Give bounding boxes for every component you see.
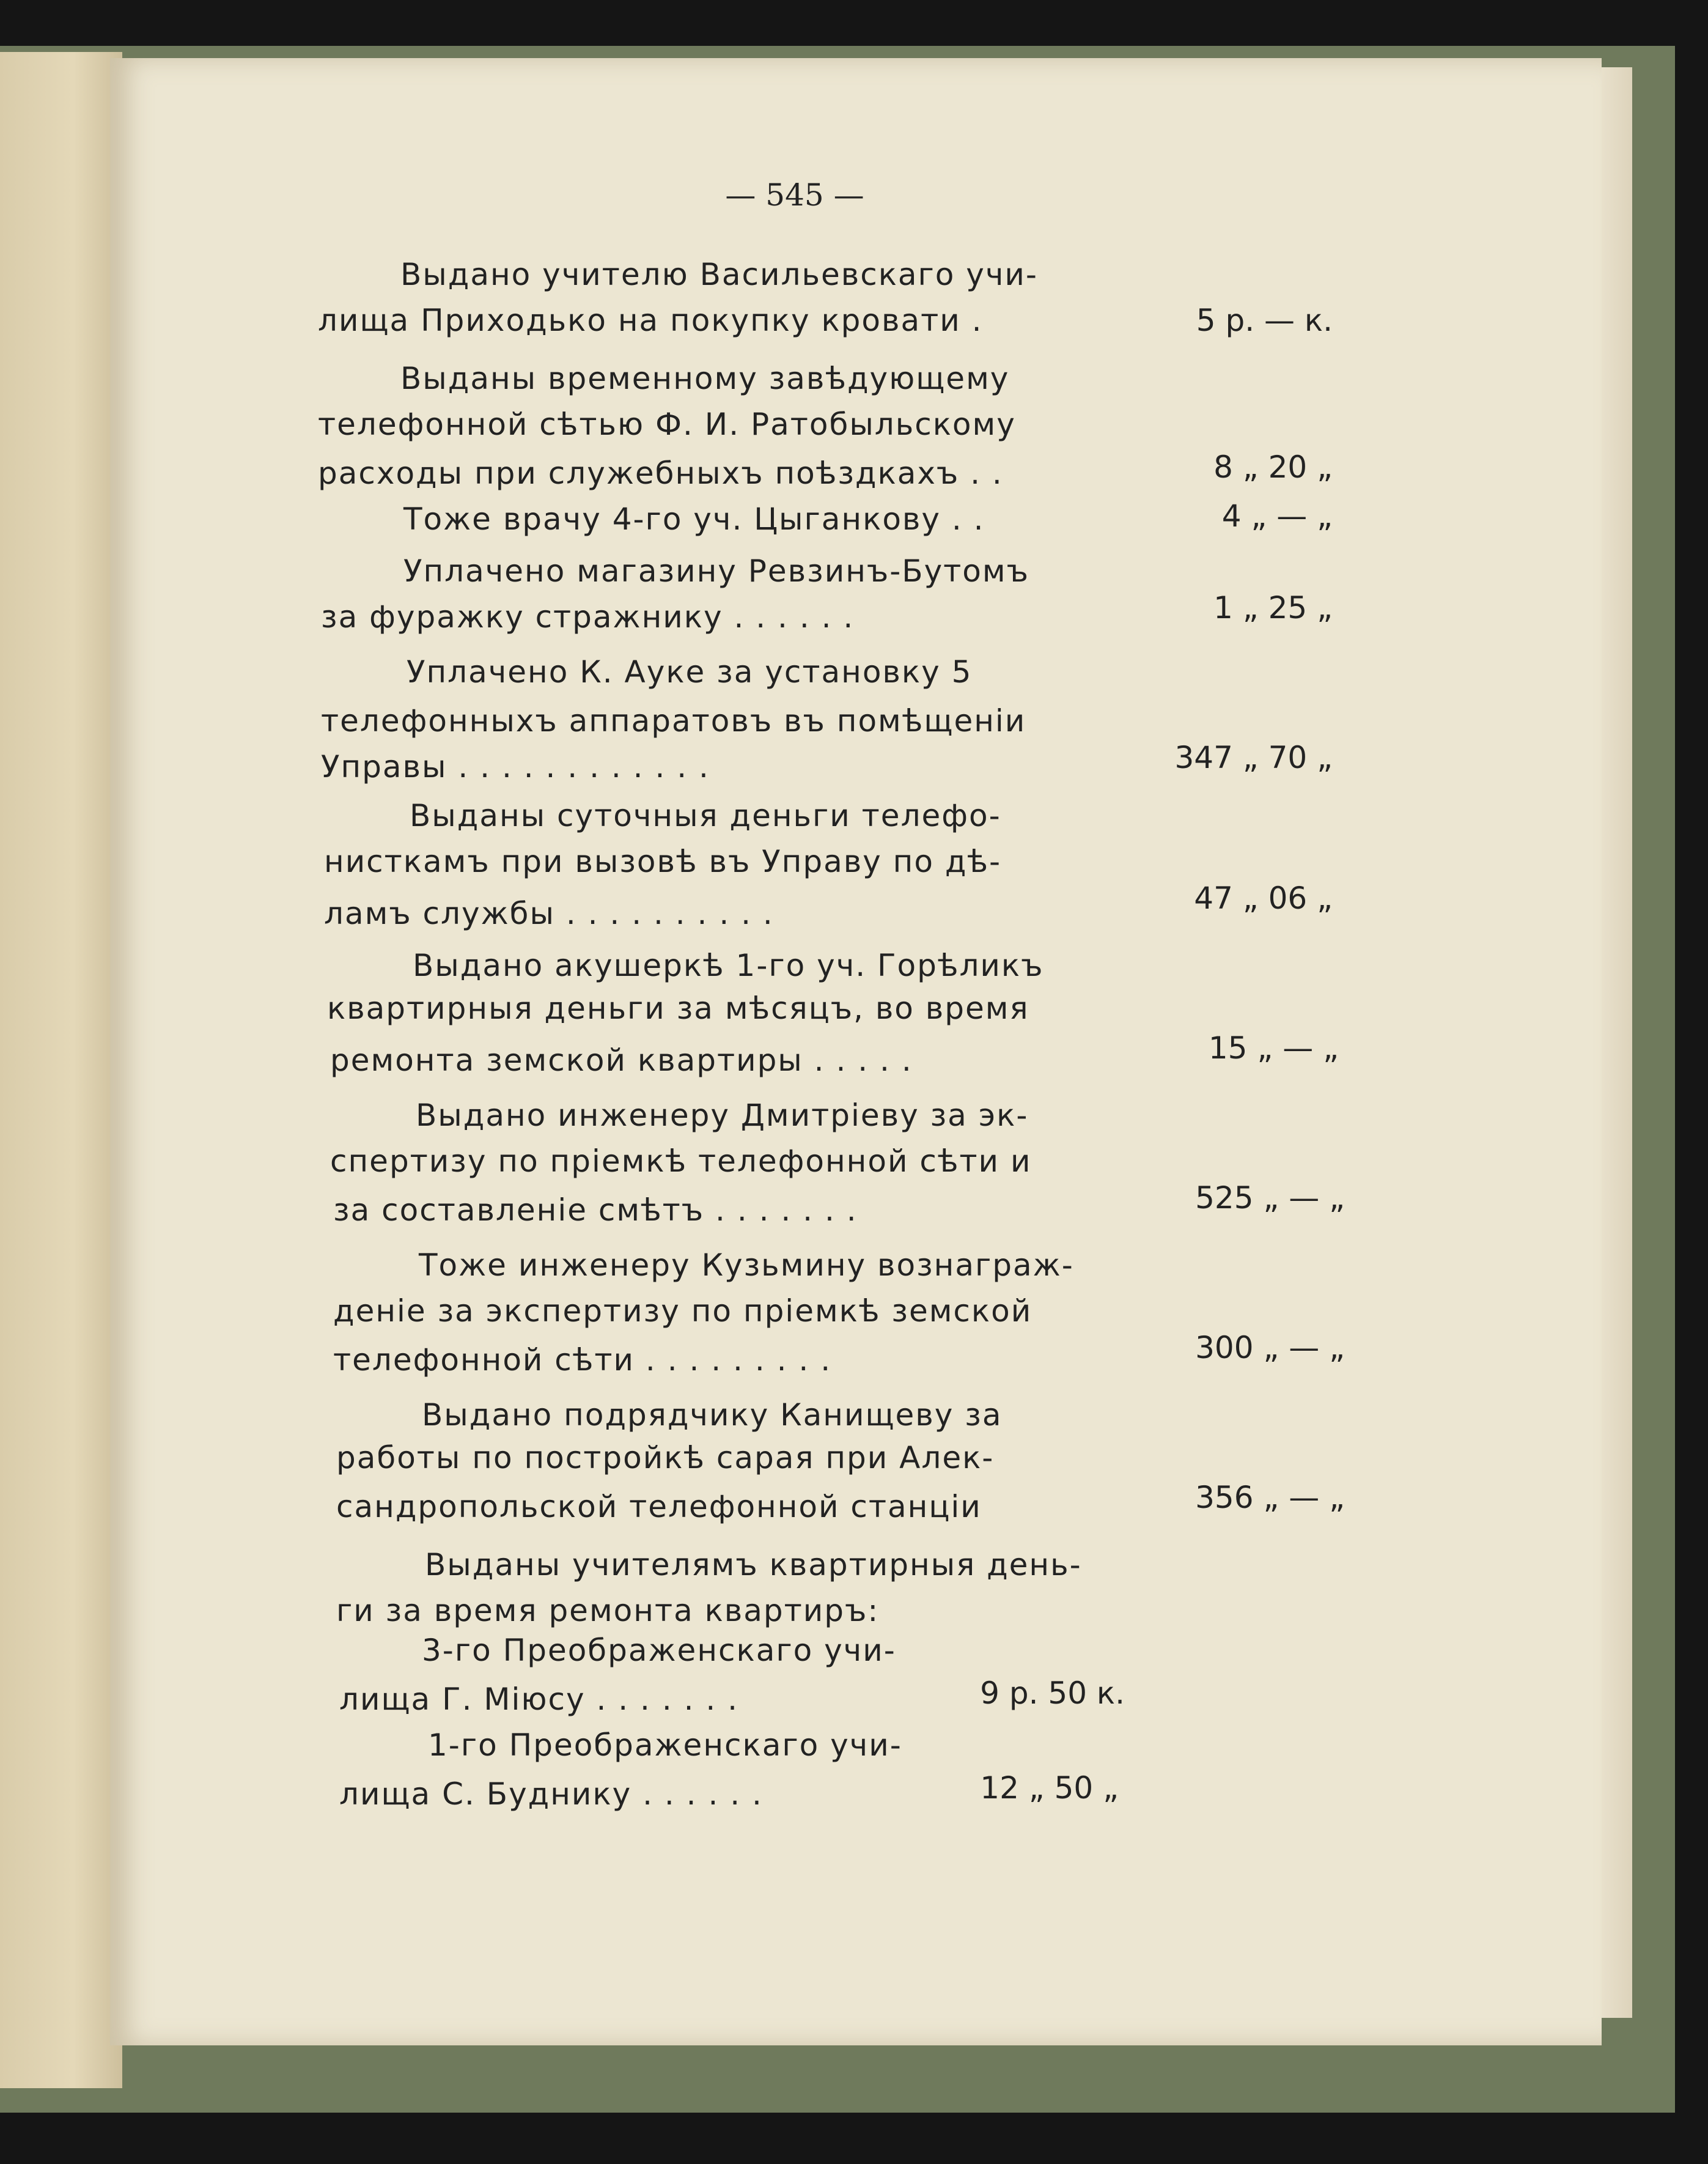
entry-line: Тоже инженеру Кузьмину вознаграж- [419,1247,1074,1283]
entry-line: Выданы суточныя деньги телефо- [410,798,1001,833]
entry-line: Выданы учителямъ квартирныя день- [425,1547,1082,1582]
entry-line: за фуражку стражнику . . . . . . [321,599,855,635]
entry-line: ремонта земской квартиры . . . . . [330,1043,913,1078]
entry-amount: 8 „ 20 „ [1213,449,1333,485]
entry-line: деніе за экспертизу по пріемкѣ земской [333,1293,1033,1329]
entry-line: за составленіе смѣтъ . . . . . . . [333,1192,858,1228]
sub-entry-line: лища Г. Міюсу . . . . . . . [339,1682,739,1717]
entry-line: Тоже врачу 4-го уч. Цыганкову . . [403,501,985,537]
entry-amount: 47 „ 06 „ [1194,881,1333,916]
entry-amount: 525 „ — „ [1195,1180,1345,1216]
entry-line: Управы . . . . . . . . . . . . [321,749,710,785]
entry-line: спертизу по пріемкѣ телефонной сѣти и [330,1143,1032,1179]
entry-line: ги за время ремонта квартиръ: [336,1593,880,1628]
entry-line: телефонныхъ аппаратовъ въ помѣщеніи [321,703,1026,739]
entry-amount: 5 р. — к. [1196,303,1333,338]
entry-amount: 347 „ 70 „ [1174,740,1333,775]
sub-entry-line: 3-го Преображенскаго учи- [422,1633,896,1668]
sub-entry-line: лища С. Буднику . . . . . . [339,1776,763,1812]
entry-line: Выдано подрядчику Канищеву за [422,1397,1003,1433]
entry-line: расходы при служебныхъ поѣздкахъ . . [318,456,1003,491]
entry-line: Уплачено К. Ауке за установку 5 [407,654,973,690]
page-number: — 545 — [725,177,864,213]
entry-line: телефонной сѣтью Ф. И. Ратобыльскому [318,407,1016,442]
entry-amount: 4 „ — „ [1221,498,1333,534]
entry-line: работы по постройкѣ сарая при Алек- [336,1440,995,1475]
entry-line: лища Приходько на покупку кровати . [318,303,983,338]
entry-amount: 15 „ — „ [1208,1030,1339,1066]
entry-line: Выдано учителю Васильевскаго учи- [400,257,1038,292]
entry-line: Выдано акушеркѣ 1-го уч. Горѣликъ [413,948,1044,983]
sub-entry-amount: 12 „ 50 „ [980,1770,1119,1806]
entry-line: Выдано инженеру Дмитріеву за эк- [416,1098,1029,1133]
entry-amount: 300 „ — „ [1195,1330,1345,1365]
entry-line: нисткамъ при вызовѣ въ Управу по дѣ- [324,844,1002,879]
sub-entry-line: 1-го Преображенскаго учи- [428,1727,902,1763]
entry-line: Выданы временному завѣдующему [400,361,1010,396]
left-page [0,52,122,2088]
entry-line: Уплачено магазину Ревзинъ-Бутомъ [403,553,1029,589]
entry-line: сандропольской телефонной станціи [336,1489,982,1524]
entry-line: ламъ службы . . . . . . . . . . [324,896,774,931]
entry-amount: 356 „ — „ [1195,1480,1345,1515]
entry-line: квартирныя деньги за мѣсяцъ, во время [327,991,1029,1026]
sub-entry-amount: 9 р. 50 к. [980,1675,1125,1711]
entry-amount: 1 „ 25 „ [1213,590,1333,626]
entry-line: телефонной сѣти . . . . . . . . . [333,1342,832,1378]
